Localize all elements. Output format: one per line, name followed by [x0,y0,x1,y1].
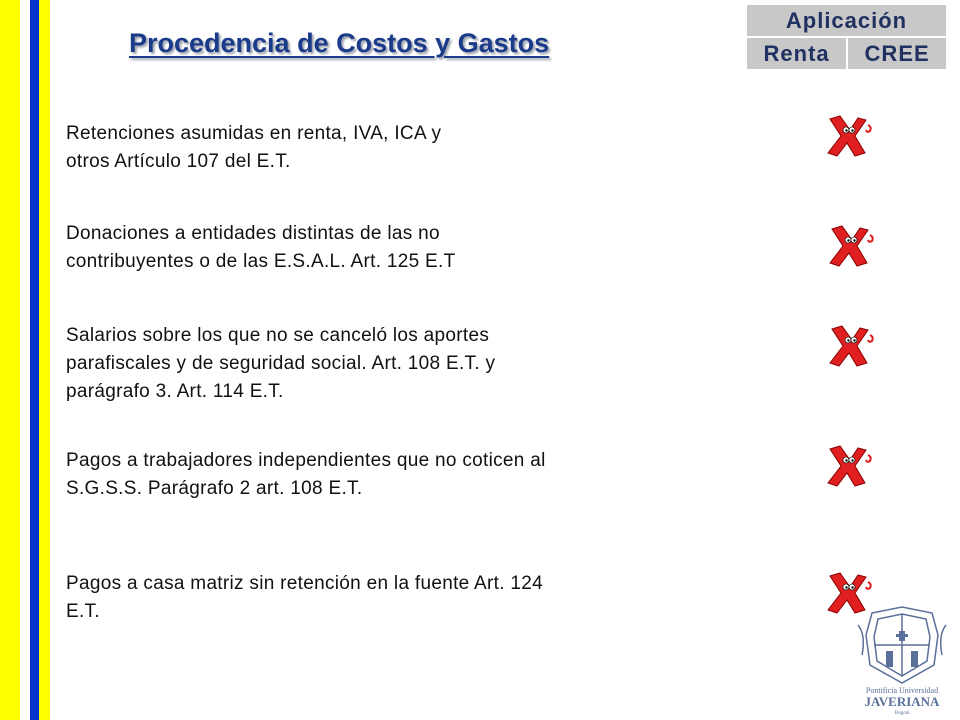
item-line: Salarios sobre los que no se canceló los aportes [66,325,490,346]
red-x-icon [824,113,874,159]
list-item [66,447,546,503]
column-renta: Renta [746,37,847,70]
item-line: Retenciones asumidas en renta, IVA, ICA y [66,123,442,144]
item-line: otros Artículo 107 del E.T. [66,151,291,172]
logo-line-2: JAVERIANA [864,694,940,709]
list-item [66,120,441,176]
university-crest-logo [852,605,952,717]
item-line: parafiscales y de seguridad social. Art. 108 E.T. y [66,353,496,374]
application-table [745,3,948,71]
left-stripe-white [20,0,30,720]
logo-line-3: Bogotá [894,711,910,716]
list-item [66,570,543,626]
item-line: Pagos a trabajadores independientes que no coticen al [66,450,546,471]
page-title: Procedencia de Costos y Gastos [129,28,550,58]
left-stripe-blue [30,0,39,720]
left-stripe-yellow-inner [39,0,50,720]
red-x-icon [826,323,876,369]
list-item [66,220,455,276]
item-line: Donaciones a entidades distintas de las no [66,223,440,244]
item-line: S.G.S.S. Parágrafo 2 art. 108 E.T. [66,478,363,499]
left-stripe-yellow [0,0,20,720]
item-line: parágrafo 3. Art. 114 E.T. [66,381,284,402]
list-item [66,322,495,406]
red-x-icon [824,443,874,489]
logo-line-1: Pontificia Universidad [865,686,939,695]
item-line: Pagos a casa matriz sin retención en la fuente Art. 124 [66,573,543,594]
item-line: E.T. [66,601,100,622]
red-x-icon [826,223,876,269]
column-cree: CREE [847,37,947,70]
item-line: contribuyentes o de las E.S.A.L. Art. 125 E.T [66,251,456,272]
application-heading: Aplicación [746,4,947,37]
